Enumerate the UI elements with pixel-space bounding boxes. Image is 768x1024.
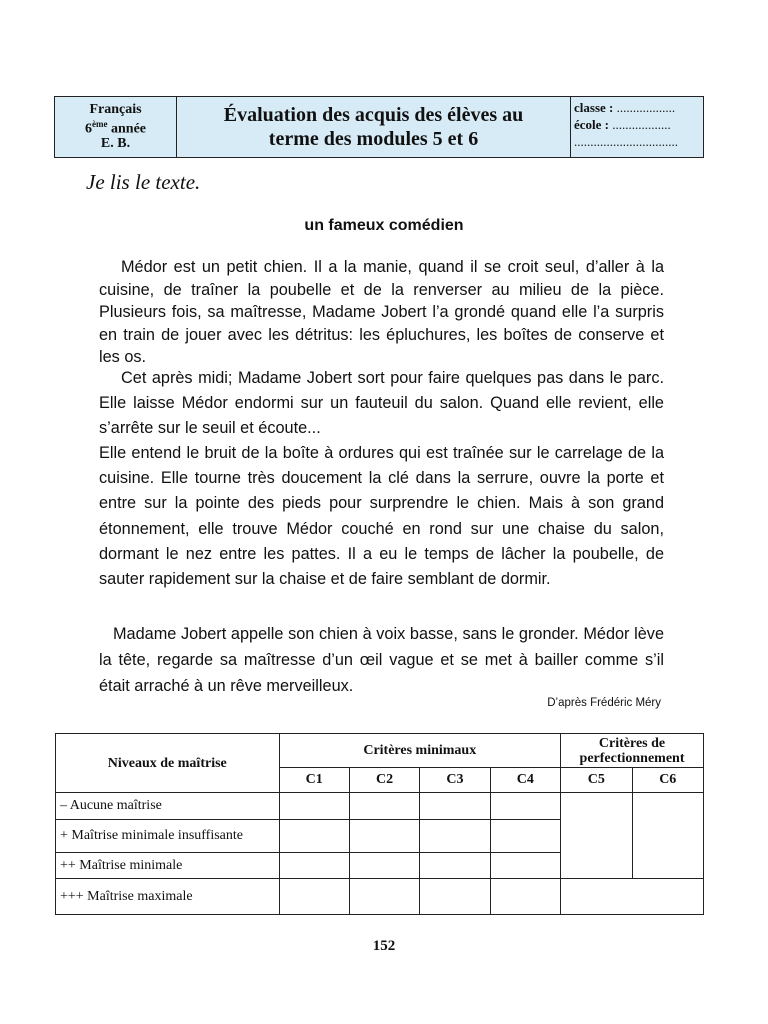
page-number: 152 <box>372 938 396 954</box>
subject-box <box>55 97 177 157</box>
level-none: – Aucune maîtrise <box>56 793 280 820</box>
level-maximal: +++ Maîtrise maximale <box>56 879 280 915</box>
grid-cell[interactable] <box>490 879 560 915</box>
criterion-c6: C6 <box>632 768 704 793</box>
grid-cell[interactable] <box>349 793 419 820</box>
grid-cell[interactable] <box>490 820 560 853</box>
criterion-c5: C5 <box>561 768 632 793</box>
text-paragraph-4: Madame Jobert appelle son chien à voix basse, sans le gronder. Médor lève la tête, regarde sa maîtresse d’un œil vague et se met à bailler comme s’il était arraché à un rêve merveilleux. <box>99 625 664 695</box>
table-row <box>56 879 704 915</box>
grade-number: 6 <box>85 121 92 137</box>
criterion-c3: C3 <box>420 768 490 793</box>
ecole-label: école : <box>574 117 610 132</box>
grid-cell[interactable] <box>420 879 490 915</box>
subject-label: Français <box>89 102 142 118</box>
text-title: un fameux comédien <box>304 217 464 234</box>
grid-cell[interactable] <box>279 793 349 820</box>
text-paragraph-3: Elle entend le bruit de la boîte à ordures qui est traînée sur le carrelage de la cuisine. Elle tourne très doucement la clé dans la serrure, ouvre la porte et entre sur la pointe des pieds pour surprendre le chien. Mais à son grand étonnement, elle trouve Médor couché en rond sur une chaise du salon, dormant le nez entre les pattes. Il a eu le temps de lâcher la poubelle, de sauter rapidement sur la chaise et de faire semblant de dormir. <box>99 444 664 589</box>
ecole-blank[interactable]: .................. <box>612 117 671 132</box>
grade-word: année <box>111 121 146 137</box>
table-row <box>56 793 704 820</box>
mastery-grid <box>55 733 704 915</box>
reading-instruction: Je lis le texte. <box>86 170 201 194</box>
ecole-field <box>574 116 700 133</box>
minimal-criteria-header: Critères minimaux <box>279 734 561 768</box>
criterion-c4: C4 <box>490 768 560 793</box>
evaluation-title-line1: Évaluation des acquis des élèves au <box>223 104 524 126</box>
classe-field <box>574 99 700 116</box>
grid-cell[interactable] <box>279 820 349 853</box>
grid-cell[interactable] <box>420 820 490 853</box>
level-label: E. B. <box>100 135 131 151</box>
grid-cell-c5-c6-merged[interactable] <box>561 879 704 915</box>
levels-header: Niveaux de maîtrise <box>56 734 280 793</box>
extra-blank[interactable]: ................................ <box>574 134 678 149</box>
evaluation-header <box>54 96 704 158</box>
advanced-criteria-header: Critères de perfectionnement <box>561 734 704 768</box>
text-paragraph-2: Cet après midi; Madame Jobert sort pour faire quelques pas dans le parc. Elle laisse Médor endormi sur un fauteuil du salon. Quand elle revient, elle s’arrête sur le seuil et écoute... <box>99 369 664 437</box>
evaluation-title-line2: terme des modules 5 et 6 <box>268 128 479 150</box>
classe-blank[interactable]: .................. <box>616 100 676 115</box>
text-source: D’après Frédéric Méry <box>547 697 661 709</box>
student-info-box <box>571 97 703 157</box>
grid-cell[interactable] <box>490 793 560 820</box>
grid-cell[interactable] <box>420 853 490 879</box>
grid-cell-c6-merged[interactable] <box>632 793 704 879</box>
grid-cell[interactable] <box>349 820 419 853</box>
level-minimal: ++ Maîtrise minimale <box>56 853 280 879</box>
text-paragraph-1: Médor est un petit chien. Il a la manie, quand il se croit seul, d’aller à la cuisine, de traîner la poubelle et de la renverser au milieu de la pièce. Plusieurs fois, sa maîtresse, Madame Jobert l’a grondé quand elle l’a surpris en train de jouer avec les détritus: les épluchures, les boîtes de conserve et les os. <box>99 258 664 367</box>
grid-cell[interactable] <box>420 793 490 820</box>
grid-cell[interactable] <box>279 853 349 879</box>
criterion-c1: C1 <box>279 768 349 793</box>
grade-label <box>55 117 176 137</box>
grid-cell[interactable] <box>349 879 419 915</box>
level-minimal-insufficient: + Maîtrise minimale insuffisante <box>56 820 280 853</box>
criterion-c2: C2 <box>349 768 419 793</box>
evaluation-title <box>177 97 571 157</box>
grid-cell[interactable] <box>279 879 349 915</box>
grid-cell[interactable] <box>490 853 560 879</box>
classe-label: classe : <box>574 100 614 115</box>
grid-cell[interactable] <box>349 853 419 879</box>
grid-cell-c5-merged[interactable] <box>561 793 632 879</box>
grade-suffix: ème <box>92 119 108 130</box>
